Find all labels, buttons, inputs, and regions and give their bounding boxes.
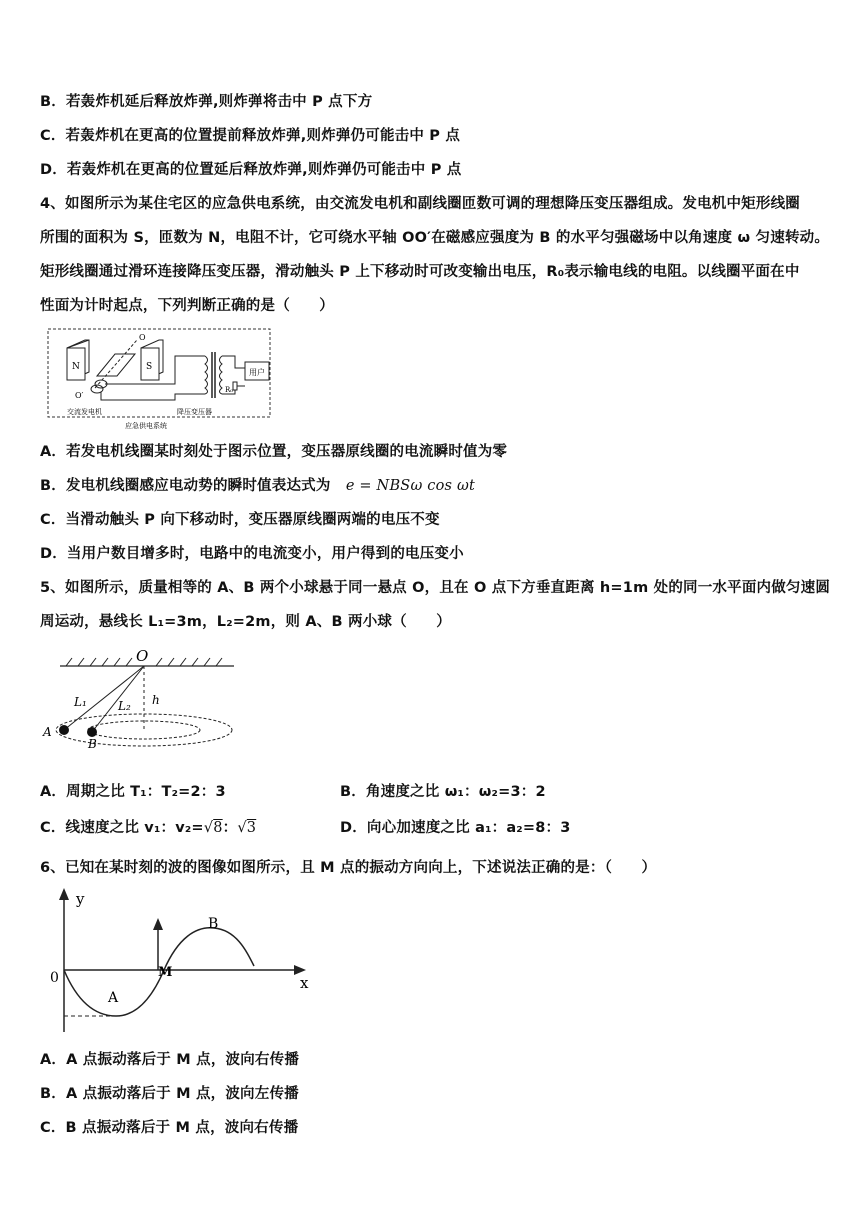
q3-option-d: D．若轰炸机在更高的位置延后释放炸弹,则炸弹仍可能击中 P 点: [40, 162, 462, 178]
q5-option-c: [40, 816, 256, 837]
q6-origin: 0: [50, 970, 59, 986]
q4-generator-label: 交流发电机: [67, 408, 102, 416]
q5-option-b: B．角速度之比 ω₁：ω₂=3：2: [340, 784, 546, 800]
q6-label-a: A: [108, 990, 119, 1006]
q5-label-a: A: [43, 725, 52, 739]
q5-option-d: D．向心加速度之比 a₁：a₂=8：3: [340, 820, 571, 836]
q4-pole-n: N: [72, 362, 80, 372]
q6-wave-figure: [40, 884, 320, 1034]
q4-r0-label: R₀: [225, 386, 234, 394]
q4-option-b-formula: e = NBSω cos ωt: [345, 478, 476, 494]
q4-option-b: [40, 474, 475, 495]
q5-option-c-root-1: √8: [203, 820, 223, 836]
q5-label-b: B: [88, 737, 97, 751]
q5-option-c-sep: ：: [222, 820, 238, 836]
q6-label-m: M: [158, 965, 173, 980]
q4-pole-s: S: [146, 362, 153, 372]
q6-option-c: C．B 点振动落后于 M 点，波向右传播: [40, 1120, 299, 1136]
q5-stem-line-2: 周运动，悬线长 L₁=3m，L₂=2m，则 A、B 两小球（ ）: [40, 614, 451, 630]
q4-axis-o-prime: O′: [75, 391, 84, 400]
q4-user-box-label: 用户: [249, 368, 265, 377]
q5-label-l2: L₂: [118, 699, 131, 713]
q4-option-c: C．当滑动触头 P 向下移动时，变压器原线圈两端的电压不变: [40, 512, 440, 528]
q4-option-a: A．若发电机线圈某时刻处于图示位置，变压器原线圈的电流瞬时值为零: [40, 444, 508, 460]
q6-label-b: B: [208, 916, 219, 932]
q5-option-a: A．周期之比 T₁：T₂=2：3: [40, 784, 226, 800]
q5-option-c-root-2: √3: [237, 820, 257, 836]
q6-axis-x: x: [300, 974, 309, 992]
q5-point-o: O: [136, 647, 149, 665]
q4-power-system-figure: [45, 326, 285, 432]
q4-stem-line-4: 性面为计时起点，下列判断正确的是（ ）: [40, 298, 334, 314]
q4-stem-line-2: 所围的面积为 S，匝数为 N，电阻不计，它可绕水平轴 OO′在磁感应强度为 B 的水平匀强磁场中以角速度 ω 匀速转动。: [40, 230, 830, 246]
q6-option-a: A．A 点振动落后于 M 点，波向右传播: [40, 1052, 300, 1068]
q4-option-b-text: B．发电机线圈感应电动势的瞬时值表达式为: [40, 478, 331, 494]
q5-stem-line-1: 5、如图所示，质量相等的 A、B 两个小球悬于同一悬点 O，且在 O 点下方垂直距离 h=1m 处的同一水平面内做匀速圆: [40, 580, 831, 596]
q5-option-c-text: C．线速度之比 v₁：v₂=: [40, 820, 204, 836]
q6-stem: 6、已知在某时刻的波的图像如图所示，且 M 点的振动方向向上，下述说法正确的是：（ ）: [40, 860, 657, 876]
q5-pendulum-figure: [38, 644, 238, 754]
q4-transformer-label: 降压变压器: [177, 408, 212, 416]
q4-option-d: D．当用户数目增多时，电路中的电流变小，用户得到的电压变小: [40, 546, 464, 562]
q3-option-c: C．若轰炸机在更高的位置提前释放炸弹,则炸弹仍可能击中 P 点: [40, 128, 461, 144]
q6-axis-y: y: [76, 890, 85, 908]
q5-label-h: h: [152, 693, 160, 707]
q5-label-l1: L₁: [74, 695, 87, 709]
q3-option-b: B．若轰炸机延后释放炸弹,则炸弹将击中 P 点下方: [40, 94, 373, 110]
q4-axis-o: O: [139, 333, 146, 342]
q4-stem-line-1: 4、如图所示为某住宅区的应急供电系统，由交流发电机和副线圈匝数可调的理想降压变压器组成。发电机中矩形线圈: [40, 196, 800, 212]
q4-system-label: 应急供电系统: [125, 422, 167, 430]
q6-option-b: B．A 点振动落后于 M 点，波向左传播: [40, 1086, 299, 1102]
q4-stem-line-3: 矩形线圈通过滑环连接降压变压器，滑动触头 P 上下移动时可改变输出电压，R₀表示输电线的电阻。以线圈平面在中: [40, 264, 800, 280]
